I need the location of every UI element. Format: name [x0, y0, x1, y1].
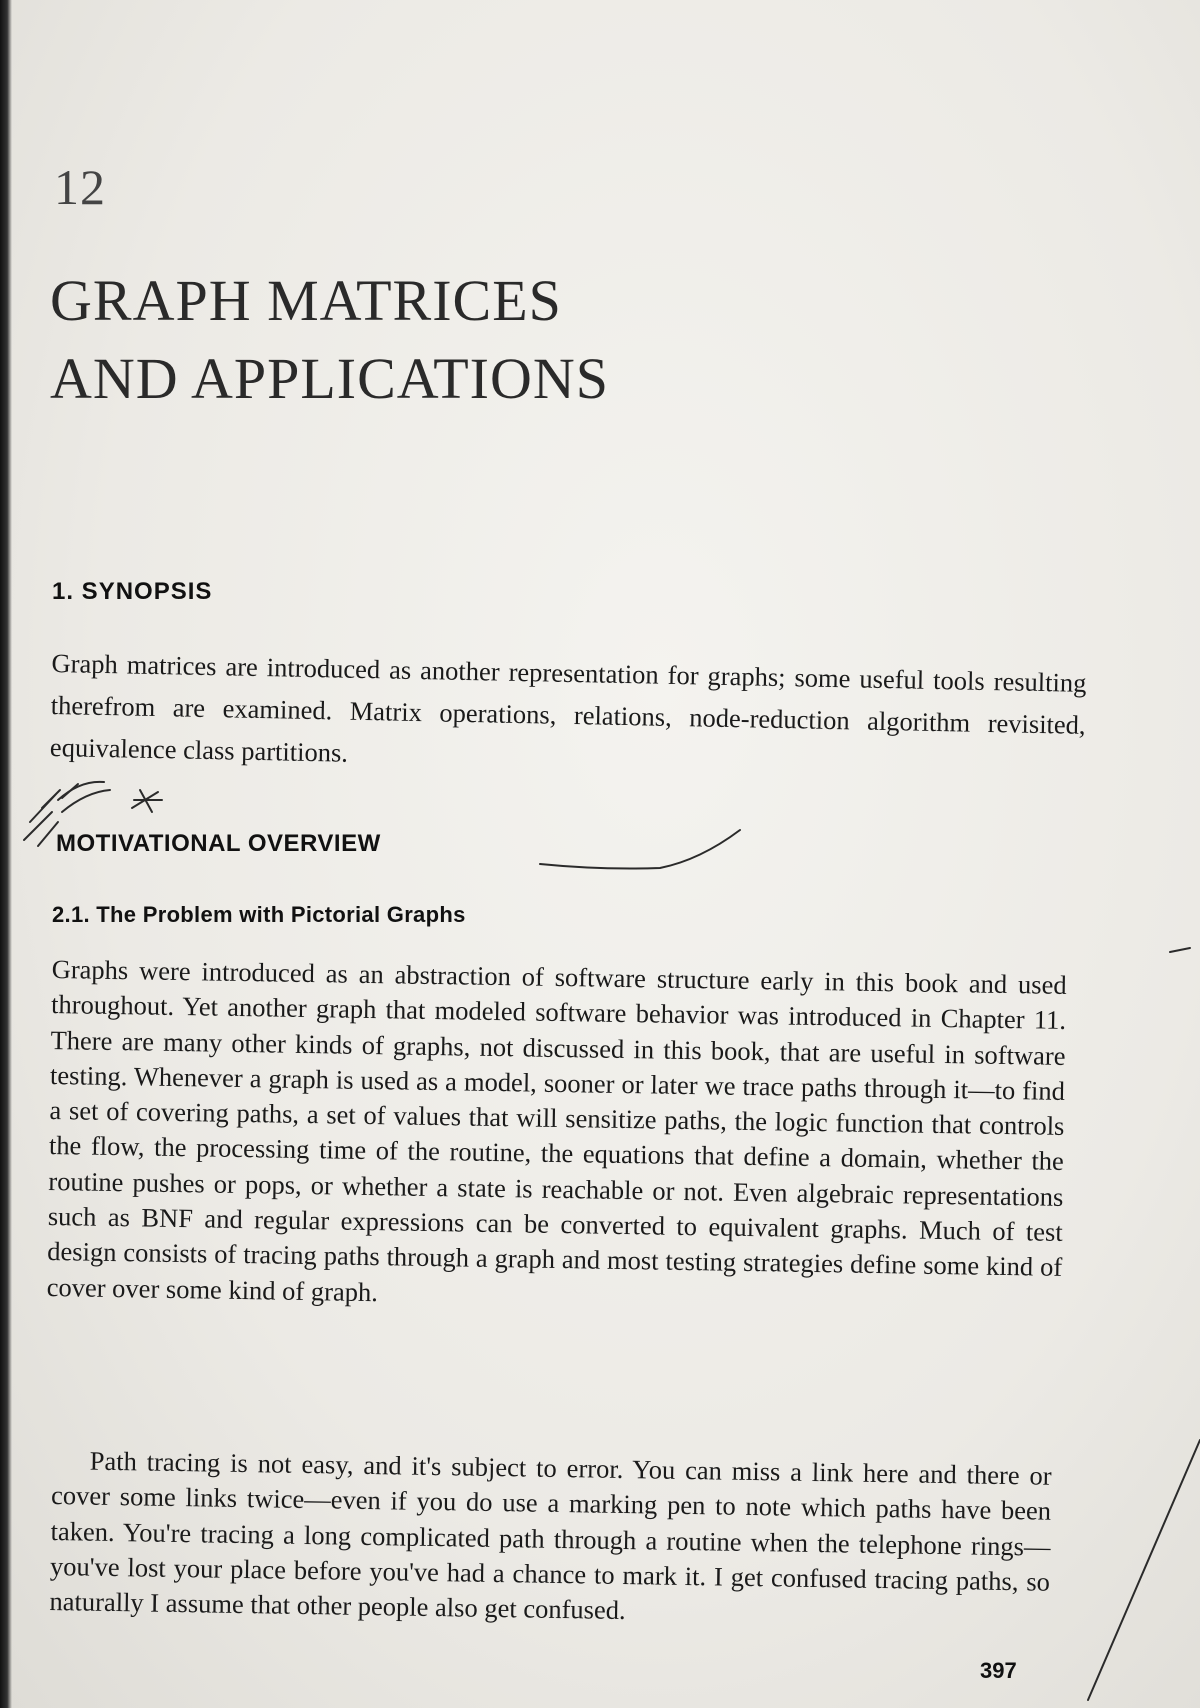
synopsis-heading: 1. SYNOPSIS: [52, 578, 213, 605]
pen-underline-mark: [540, 830, 740, 869]
body-paragraph-2: Path tracing is not easy, and it's subject to error. You can miss a link here and there or cover some links twice—even if you do use a marking pen to note which paths have been taken. You're tracing a long complicated path through a routine when the telephone rings—you've lost your place before you've had a chance to mark it. I get confused tracing paths, so naturally I assume that other people also get confused.: [49, 1445, 1052, 1626]
chapter-title: [50, 262, 609, 418]
chapter-title-line-1: GRAPH MATRICES: [50, 268, 562, 333]
subsection-heading: 2.1. The Problem with Pictorial Graphs: [52, 902, 466, 927]
chapter-number: 12: [54, 159, 106, 215]
motivational-overview-heading: MOTIVATIONAL OVERVIEW: [56, 830, 381, 857]
synopsis-paragraph: Graph matrices are introduced as another representation for graphs; some useful tools resulting therefrom are examined. Matrix operations, relations, node-reduction algorithm revisited, equivalence class partitions.: [49, 647, 1087, 768]
pen-margin-diagonal: [1088, 1440, 1200, 1700]
page-number: 397: [980, 1658, 1017, 1683]
pen-asterisk-mark: [132, 790, 162, 812]
chapter-title-line-2: AND APPLICATIONS: [50, 346, 610, 411]
body-paragraph-1: Graphs were introduced as an abstraction of software structure early in this book and used throughout. Yet another graph that modeled software behavior was introduced in Chapter 11. There are many other kinds of graphs, not discussed in this book, that are useful in software testing. Whenever a graph is used as a model, sooner or later we trace paths through it—to find a set of covering paths, a set of values that will sensitize paths, the logic function that controls the flow, the processing time of the routine, the equations that define a domain, whether the routine pushes or pops, or whether a state is reachable or not. Even algebraic representations such as BNF and regular expressions can be converted to equivalent graphs. Much of test design consists of tracing paths through a graph and most testing strategies define some kind of cover over some kind of graph.: [46, 953, 1067, 1307]
pen-margin-stroke: [1170, 948, 1190, 952]
page-binding-shadow: [0, 0, 12, 1708]
pen-strike-mark: [58, 782, 110, 812]
